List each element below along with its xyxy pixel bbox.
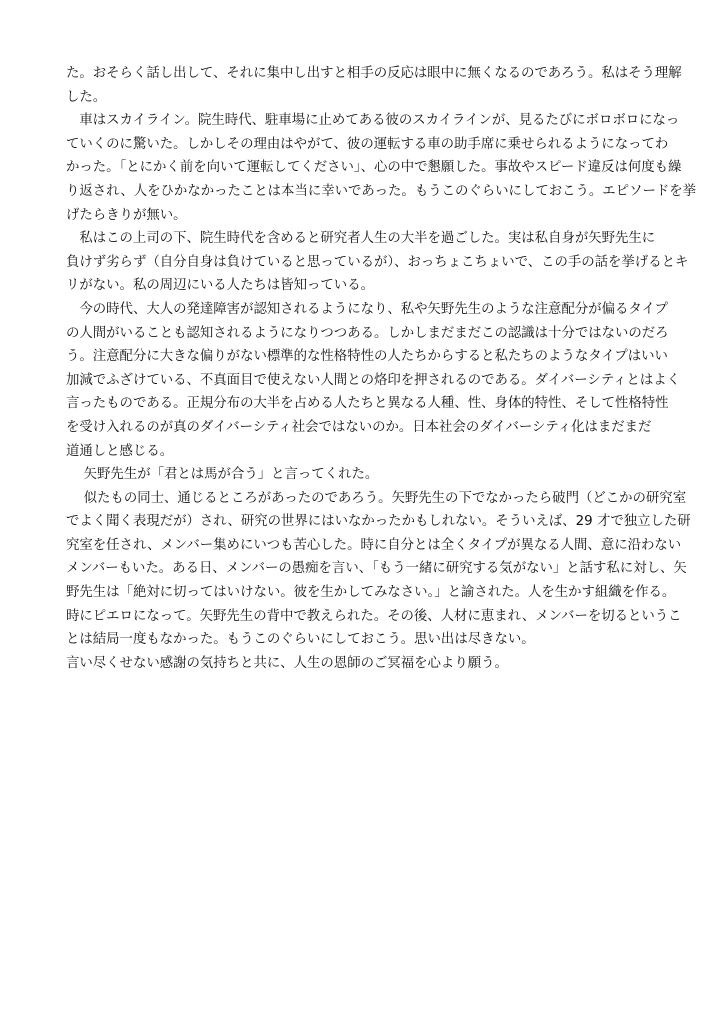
text-line: 私はこの上司の下、院生時代を含めると研究者人生の大半を過ごした。実は私自身が矢野先生に xyxy=(66,231,656,247)
text-line: 言ったものである。正規分布の大半を占める人たちと異なる人種、性、身体的特性、そして性格特性 xyxy=(66,396,669,412)
text-line: 負けず劣らず（自分自身は負けていると思っているが）、おっちょこちょいで、この手の話を挙げるとキ xyxy=(66,254,689,270)
text-line: リがない。私の周辺にいる人たちは皆知っている。 xyxy=(66,278,374,294)
text-line: た。おそらく話し出して、それに集中し出すと相手の反応は眼中に無くなるのであろう。私はそう理解 xyxy=(66,66,682,81)
text-line: り返され、人をひかなかったことは本当に幸いであった。もうこのぐらいにしておこう。エピソードを挙 xyxy=(66,183,697,199)
text-line: でよく聞く表現だが）され、研究の世界にはいなかったかもしれない。そういえば、29 才で独立した研 xyxy=(66,514,691,530)
text-line: 今の時代、大人の発達障害が認知されるようになり、私や矢野先生のような注意配分が偏るタイプ xyxy=(66,301,668,317)
text-line: とは結局一度もなかった。もうこのぐらいにしておこう。思い出は尽きない。 xyxy=(66,632,535,648)
text-line: げたらきりが無い。 xyxy=(66,207,187,223)
text-line: 言い尽くせない感謝の気持ちと共に、人生の恩師のご冥福を心より願う。 xyxy=(66,655,508,671)
text-line: 野先生は「絶対に切ってはいけない。彼を生かしてみなさい。」と諭された。人を生かす組織を作る。 xyxy=(66,585,676,601)
text-line: の人間がいることも認知されるようになりつつある。しかしまだまだこの認識は十分ではないのだろ xyxy=(66,325,669,341)
text-line: メンバーもいた。ある日、メンバーの愚痴を言い、「もう一緒に研究する気がない」と話す私に対し、矢 xyxy=(66,561,687,577)
text-line: 矢野先生が「君とは馬が合う」と言ってくれた。 xyxy=(66,467,379,483)
text-line: 道通しと感じる。 xyxy=(66,443,174,459)
text-line: かった。「とにかく前を向いて運転してください」、心の中で懇願した。事故やスピード違反は何度も繰 xyxy=(66,160,682,176)
text-line: を受け入れるのが真のダイバーシティ社会ではないのか。日本社会のダイバーシティ化はまだまだ xyxy=(66,419,652,435)
text-line: 加減でふざけている、不真面目で使えない人間との烙印を押されるのである。ダイバーシティとはよく xyxy=(66,372,681,388)
text-line: 時にピエロになって。矢野先生の背中で教えられた。その後、人材に恵まれ、メンバーを切るというこ xyxy=(66,608,682,624)
text-line: 車はスカイライン。院生時代、駐車場に止めてある彼のスカイラインが、見るたびにボロボロになっ xyxy=(66,113,680,129)
text-line: う。注意配分に大きな偏りがない標準的な性格特性の人たちからすると私たちのようなタイプはいい xyxy=(66,349,668,365)
document-body xyxy=(66,62,697,675)
text-line: 究室を任され、メンバー集めにいつも苦心した。時に自分とは全くタイプが異なる人間、意に沿わない xyxy=(66,537,682,553)
text-line: 似たもの同士、通じるところがあったのであろう。矢野先生の下でなかったら破門（どこかの研究室 xyxy=(66,490,687,506)
text-line: した。 xyxy=(66,89,107,105)
text-line: ていくのに驚いた。しかしその理由はやがて、彼の運転する車の助手席に乗せられるようになってわ xyxy=(66,136,669,152)
